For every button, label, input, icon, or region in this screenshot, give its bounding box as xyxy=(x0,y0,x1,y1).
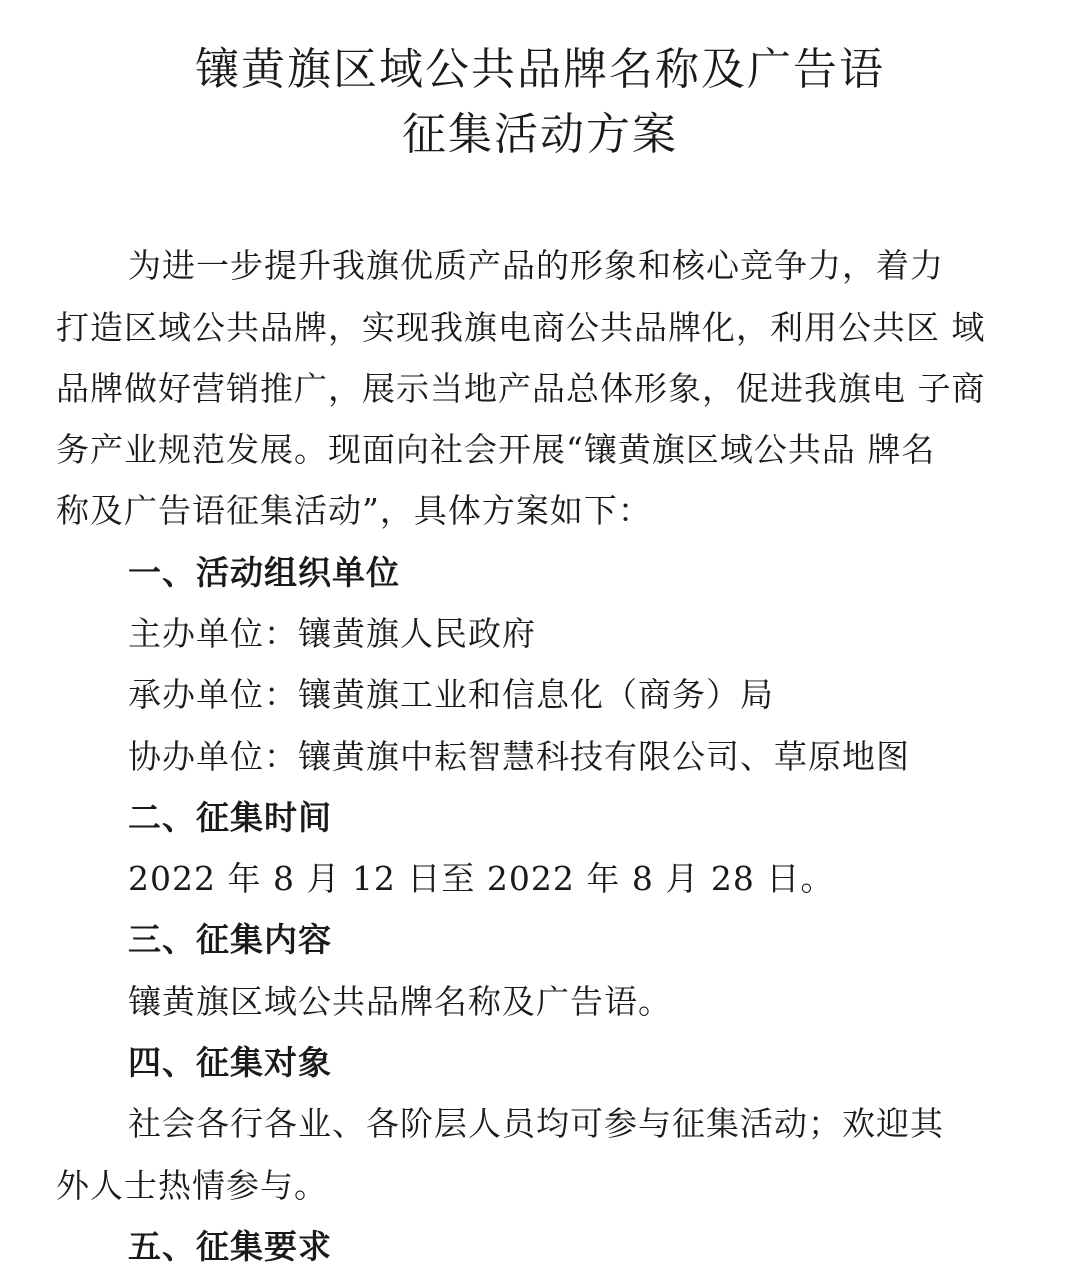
collection-target-line-1: 社会各行各业、各阶层人员均可参与征集活动；欢迎其 xyxy=(128,1104,944,1143)
collection-content: 镶黄旗区域公共品牌名称及广告语。 xyxy=(128,982,672,1021)
document-title-line-1: 镶黄旗区域公共品牌名称及广告语 xyxy=(195,44,885,95)
intro-line-5: 称及广告语征集活动”，具体方案如下： xyxy=(56,491,652,530)
intro-line-4: 务产业规范发展。现面向社会开展“镶黄旗区域公共品 牌名 xyxy=(56,430,936,469)
intro-line-1: 为进一步提升我旗优质产品的形象和核心竞争力，着力 xyxy=(128,246,944,285)
section-3-heading: 三、征集内容 xyxy=(128,920,332,959)
section-4-heading: 四、征集对象 xyxy=(128,1043,332,1082)
document-title-line-2: 征集活动方案 xyxy=(402,109,678,160)
collection-period: 2022 年 8 月 12 日至 2022 年 8 月 28 日。 xyxy=(128,859,835,898)
host-unit: 主办单位：镶黄旗人民政府 xyxy=(128,614,536,653)
section-5-heading: 五、征集要求 xyxy=(128,1227,332,1266)
collection-target-line-2: 外人士热情参与。 xyxy=(56,1166,328,1205)
intro-line-2: 打造区域公共品牌，实现我旗电商公共品牌化，利用公共区 域 xyxy=(56,308,986,347)
intro-line-3: 品牌做好营销推广，展示当地产品总体形象，促进我旗电 子商 xyxy=(56,369,986,408)
organizer-unit: 承办单位：镶黄旗工业和信息化（商务）局 xyxy=(128,675,774,714)
section-2-heading: 二、征集时间 xyxy=(128,798,332,837)
co-organizer-unit: 协办单位：镶黄旗中耘智慧科技有限公司、草原地图 xyxy=(128,737,910,776)
section-1-heading: 一、活动组织单位 xyxy=(128,553,400,592)
